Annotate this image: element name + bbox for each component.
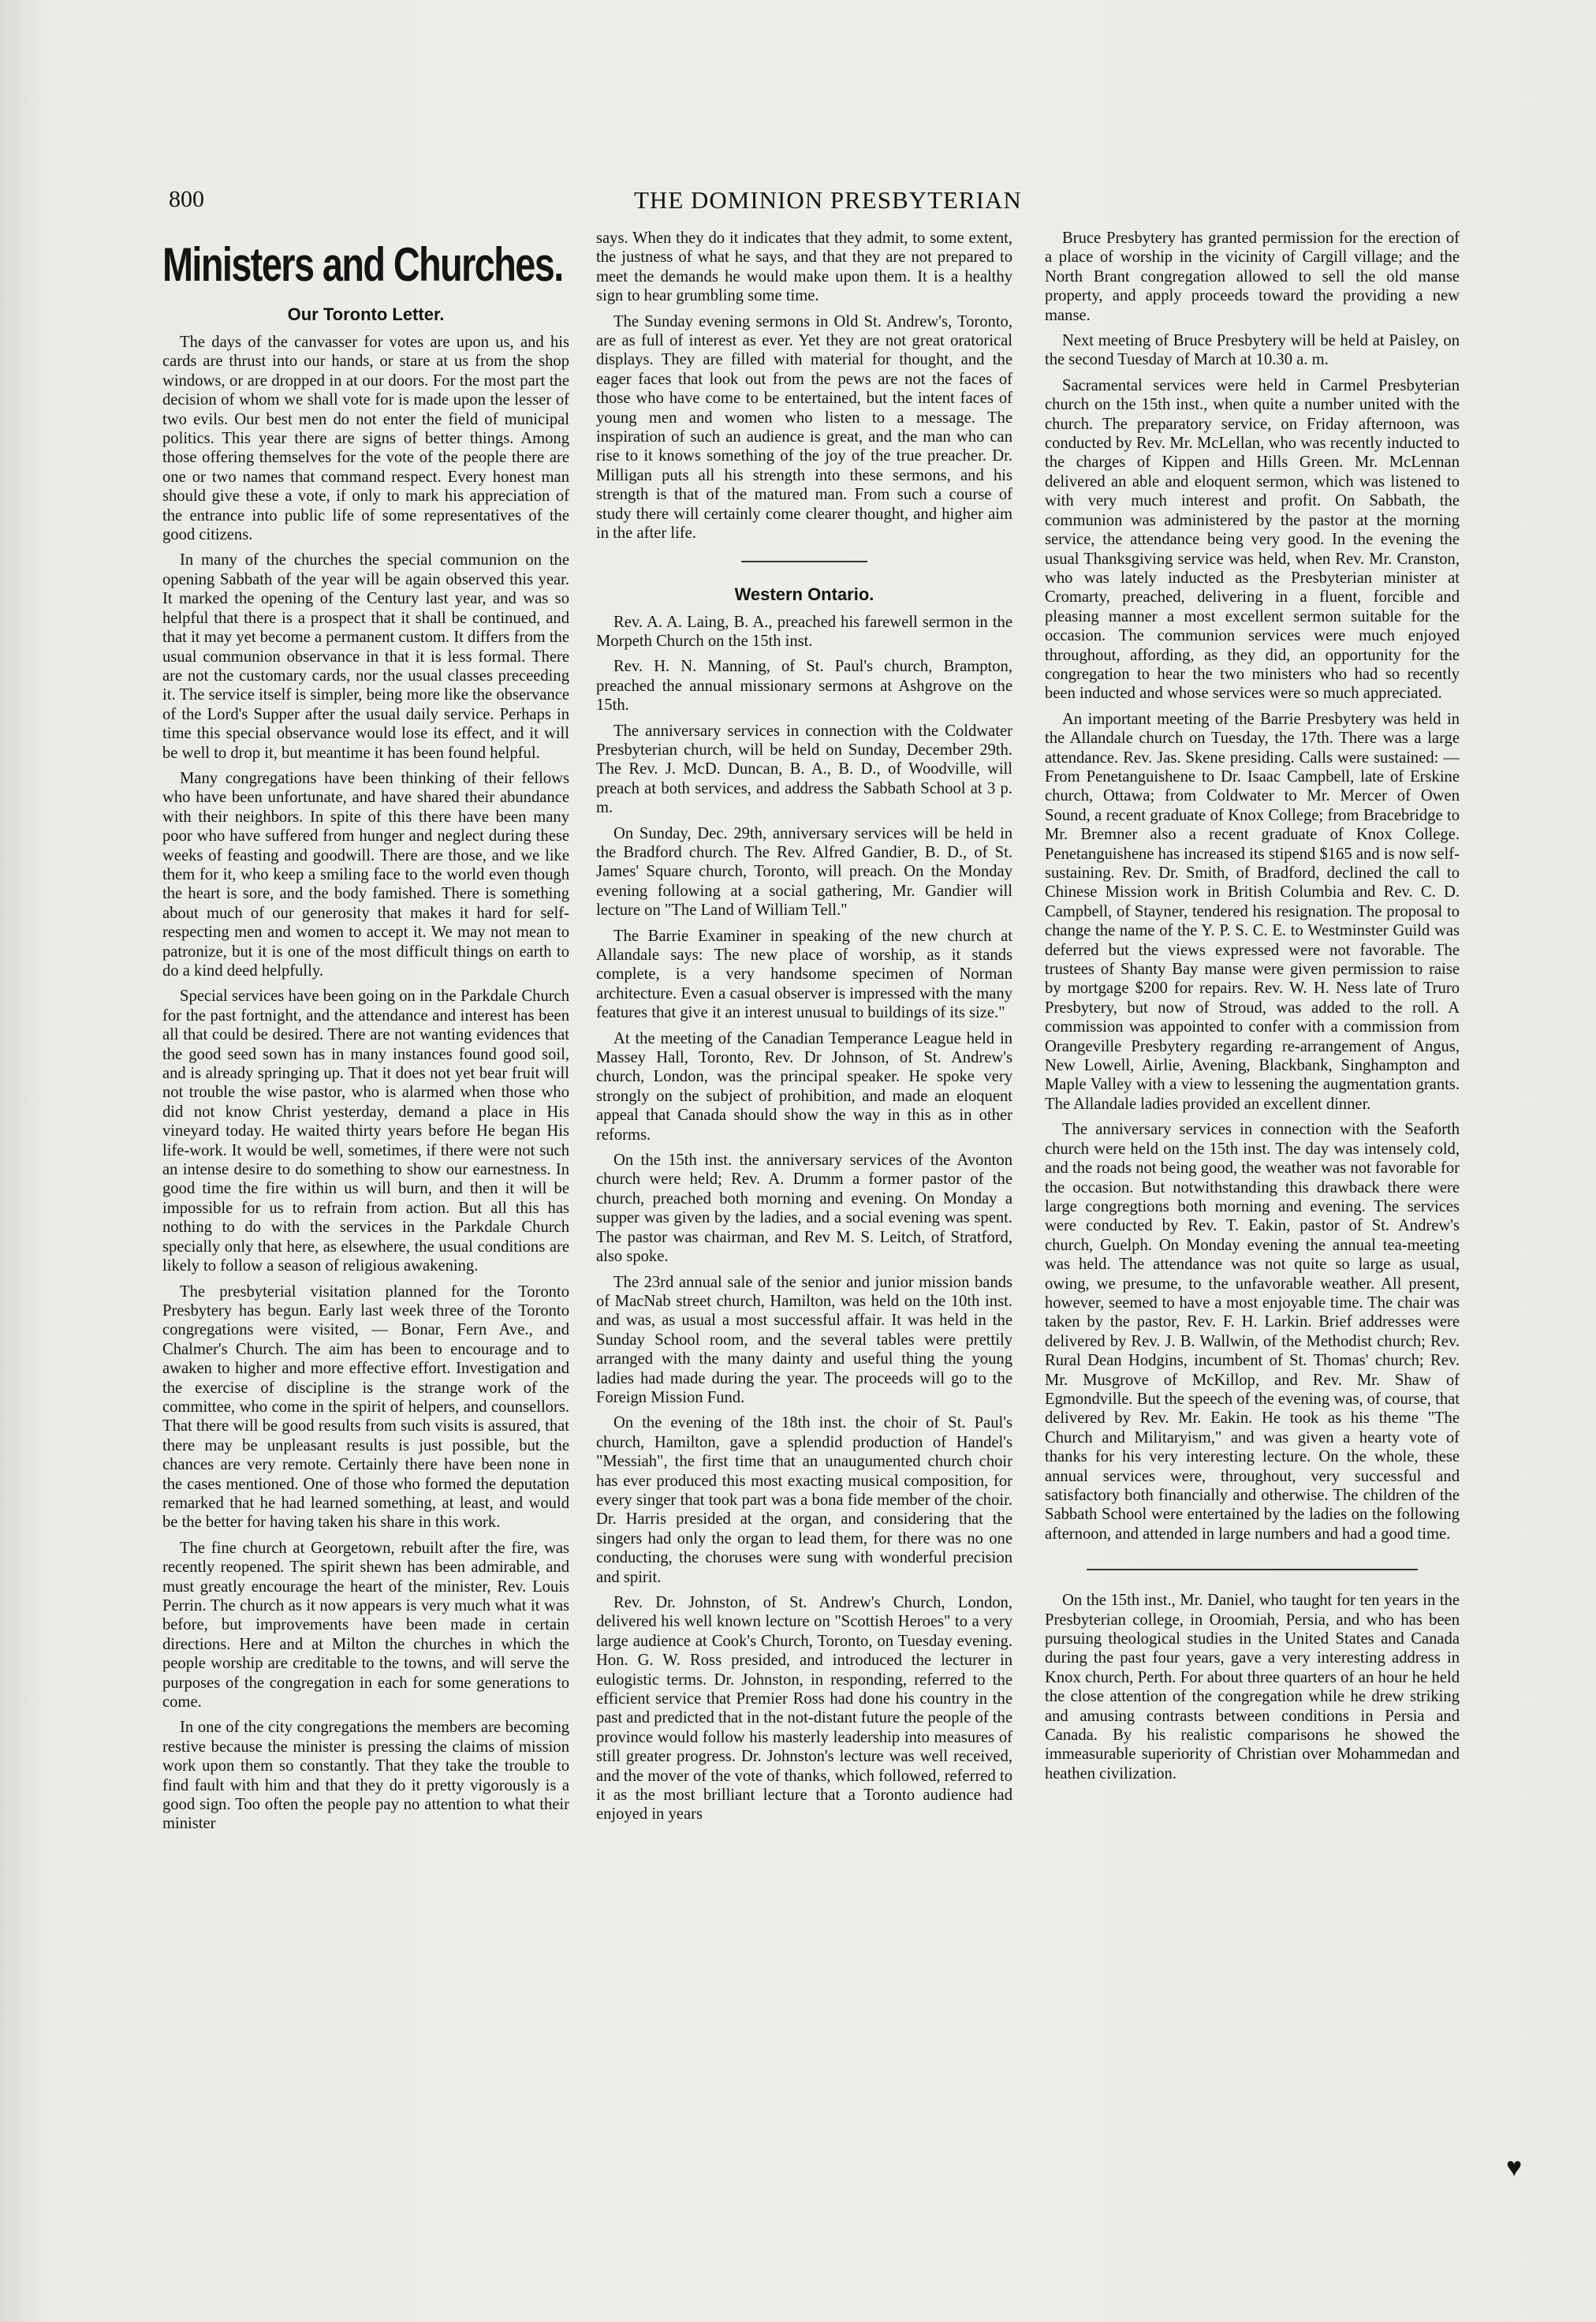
section-masthead: Ministers and Churches.: [162, 238, 563, 291]
news-item: Next meeting of Bruce Presbytery will be held at Paisley, on the second Tuesday of March at 10.30 a. m.: [1045, 332, 1460, 369]
news-item: The 23rd annual sale of the senior and junior mission bands of MacNab street church, Hamilton, was held on the 10th inst. and was, as usual a most successful affair. It was held in the Sunday School room, and the several tables were prettily arranged with the many dainty and useful thing the young ladies had made during the year. The proceeds will go to the Foreign Mission Fund.: [596, 1273, 1012, 1406]
column-2: [596, 229, 1012, 2208]
article-paragraph: In one of the city congregations the members are becoming restive because the minister is pressing the claims of mission work upon them so constantly. That they take the trouble to find fault with him and that they do it pretty vigorously is a good sign. Too often the people pay no attention to what their minister: [162, 1719, 569, 1833]
page-header: [169, 186, 1022, 218]
news-item: The anniversary services in connection with the Seaforth church were held on the 15th inst. The day was intensely cold, and the roads not being good, the weather was not favorable for the occasion. But notwithstanding this drawback there were large congregtions both morning and evening. The services were conducted by Rev. T. Eakin, pastor of St. Andrew's church, Guelph. On Monday evening the annual tea-meeting was held. The attendance was not quite so large as usual, owing, we presume, to the unfavorable weather. All present, however, seemed to have a most enjoyable time. The chair was taken by the pastor, Rev. F. H. Larkin. Brief addresses were delivered by Rev. J. B. Wallwin, of the Methodist church; Rev. Rural Dean Hodgins, incumbent of St. Thomas' church; Rev. Mr. Musgrove of McKillop, and Rev. Mr. Shaw of Egmondville. But the speech of the evening was, of course, that delivered by Rev. Mr. Eakin. He took as his theme "The Church and Militaryism," and was given a hearty vote of thanks for his very interesting lecture. On the whole, these annual services were, throughout, very successful and satisfactory both financially and otherwise. The children of the Sabbath School were entertained by the ladies on the following afternoon, and attended in large numbers and had a good time.: [1045, 1121, 1460, 1543]
news-item: On the 15th inst. the anniversary services of the Avonton church were held; Rev. A. Drumm a former pastor of the church, preached both morning and evening. On Monday a supper was given by the ladies, and a social evening was spent. The pastor was chairman, and Rev M. S. Leitch, of Stratford, also spoke.: [596, 1152, 1012, 1266]
running-title: THE DOMINION PRESBYTERIAN: [634, 186, 1022, 214]
article-paragraph: The Sunday evening sermons in Old St. Andrew's, Toronto, are as full of interest as ever. Yet they are not great oratorical displays. They are filled with material for thought, and the eager faces that look out from the pews are not the faces of those who have come to be entertained, but the intent faces of young men and women who listen to a message. The inspiration of such an audience is great, and the man who can rise to it knows something of the joy of the true preacher. Dr. Milligan puts all his strength into these sermons, and his strength is that of the matured man. From such a course of study there will certainly come clearer thought, and higher aim in the after life.: [596, 312, 1012, 543]
divider-rule: [741, 561, 867, 562]
column-3: [1045, 229, 1460, 2208]
toronto-letter-heading: Our Toronto Letter.: [287, 304, 445, 324]
news-item: The Barrie Examiner in speaking of the new church at Allandale says: The new place of worship, as it stands complete, is a very handsome specimen of Norman architecture. Even a casual observer is impressed with the many features that give it an interest unusual to buildings of its size.": [596, 927, 1012, 1022]
news-item: An important meeting of the Barrie Presbytery was held in the Allandale church on Tuesday, the 17th. There was a large attendance. Rev. Jas. Skene presiding. Calls were sustained: — From Penetanguishene to Dr. Isaac Campbell, late of Erskine church, Ottawa; from Coldwater to Mr. Mercer of Owen Sound, a recent graduate of Knox College; from Bracebridge to Mr. Bremner also a recent graduate of Knox College. Penetanguishene has increased its stipend $165 and is now self-sustaining. Rev. Dr. Smith, of Bradford, declined the call to Chinese Mission work in British Columbia and Rev. C. D. Campbell, of Stayner, tendered his resignation. The proposal to change the name of the Y. P. S. C. E. to Westminster Guild was deferred but the views expressed were not favorable. The trustees of Shanty Bay manse were given permission to raise by mortgage $200 for repairs. Rev. W. H. Ness late of Truro Presbytery, but now of Stroud, was added to the roll. A commission was appointed to confer with a commission from Orangeville Presbytery regarding re-arrangement of Angus, New Lowell, Airlie, Avening, Blackbank, Singhampton and Maple Valley with a view to lessening the augmentation grants. The Allandale ladies provided an excellent dinner.: [1045, 710, 1460, 1113]
news-item: On the 15th inst., Mr. Daniel, who taught for ten years in the Presbyterian college, in Oroomiah, Persia, and who has been pursuing theological studies in the United States and Canada during the past four years, gave a very interesting address in Knox church, Perth. For about three quarters of an hour he held the close attention of the congregation while he drew striking and amusing contrasts between conditions in Persia and Canada. By his realistic comparisons he showed the immeasurable superiority of Christian over Mohammedan and heathen civilization.: [1045, 1592, 1460, 1783]
column-1: [162, 229, 569, 2208]
news-item: At the meeting of the Canadian Temperance League held in Massey Hall, Toronto, Rev. Dr Johnson, of St. Andrew's church, London, was the principal speaker. He spoke very strongly on the subject of prohibition, and made an eloquent appeal that Canada should show the way in this as in other reforms.: [596, 1029, 1012, 1144]
article-paragraph: The fine church at Georgetown, rebuilt after the fire, was recently reopened. The spirit shewn has been admirable, and must greatly encourage the heart of the minister, Rev. Louis Perrin. The church as it now appears is very much what it was before, but improvements have been made in certain directions. Here and at Milton the churches in which the people worship are creditable to the towns, and will serve the purposes of the congregation in each for some generations to come.: [162, 1539, 569, 1712]
article-paragraph: says. When they do it indicates that they admit, to some extent, the justness of what he says, and that they are not prepared to meet the demands he would make upon them. It is a healthy sign to hear grumbling some time.: [596, 230, 1012, 305]
article-paragraph: Many congregations have been thinking of their fellows who have been unfortunate, and have shared their abundance with their neighbors. In spite of this there have been many poor who have suffered from hunger and neglect during these weeks of feasting and goodwill. There are those, and we like them for it, who keep a smiling face to the world even though the heart is sore, and the body famished. There is something about much of our generosity that makes it hard for self-respecting men and women to accept it. We may not mean to patronize, but it is one of the most difficult things on earth to do a kind deed helpfully.: [162, 769, 569, 980]
news-item: On the evening of the 18th inst. the choir of St. Paul's church, Hamilton, gave a splendid production of Handel's "Messiah", the first time that an unaugumented church choir has ever produced this most exacting musical composition, for every singer that took part was a bona fide member of the choir. Dr. Harris presided at the organ, and considering that the singers had only the organ to lead them, for there was no one conducting, the choruses were sung with wonderful precision and spirit.: [596, 1414, 1012, 1586]
news-item: Sacramental services were held in Carmel Presbyterian church on the 15th inst., when quite a number united with the church. The preparatory service, on Friday afternoon, was conducted by Rev. Mr. McLellan, who was recently inducted to the charges of Kippen and Hills Green. Mr. McLennan delivered an able and eloquent sermon, which was listened to with very much interest and profit. On Sabbath, the communion was administered by the pastor at the morning service, the attendance being very good. In the evening the usual Thanksgiving service was held, when Rev. Mr. Cranston, who was lately inducted as the Presbyterian minister at Cromarty, preached, delivering in a fluent, forcible and pleasing manner a most excellent sermon suitable for the occasion. The communion services were much enjoyed throughout, affording, as they did, an opportunity for the congregation to hear the two ministers who had so recently been inducted and whose services were so much appreciated.: [1045, 376, 1460, 703]
news-item: Rev. H. N. Manning, of St. Paul's church, Brampton, preached the annual missionary sermons at Ashgrove on the 15th.: [596, 658, 1012, 715]
news-item: On Sunday, Dec. 29th, anniversary services will be held in the Bradford church. The Rev. Alfred Gandier, B. D., of St. James' Square church, Toronto, will preach. On the Monday evening following at a social gathering, Mr. Gandier will lecture on "The Land of William Tell.": [596, 824, 1012, 920]
news-item: Bruce Presbytery has granted permission for the erection of a place of worship in the vicinity of Cargill village; and the North Brant congregation allowed to sell the old manse property, and apply proceeds toward the providing a new manse.: [1045, 230, 1460, 324]
page-number: 800: [169, 186, 204, 212]
news-item: Rev. Dr. Johnston, of St. Andrew's Church, London, delivered his well known lecture on "Scottish Heroes" to a very large audience at Cook's Church, Toronto, on Tuesday evening. Hon. G. W. Ross presided, and introduced the lecturer in eulogistic terms. Dr. Johnston, in responding, referred to the efficient service that Premier Ross had done his country in the past and predicted that in the not-distant future the people of the province would follow his masterly leadership into measures of still greater progress. Dr. Johnston's lecture was well received, and the mover of the vote of thanks, which followed, referred to it as the most brilliant lecture that a Toronto audience had enjoyed in years: [596, 1594, 1012, 1824]
margin-mark: ♥: [1506, 2153, 1523, 2182]
article-paragraph: In many of the churches the special communion on the opening Sabbath of the year will be again observed this year. It marked the opening of the Century last year, and was so helpful that there is a prospect that it shall be continued, and that it may yet become a permanent custom. It differs from the usual communion observance in that it is less formal. There are not the customary cards, nor the usual classes preceeding it. The service itself is simpler, being more like the observance of the Lord's Supper after the usual daily service. Perhaps in time this special observance would lose its effect, and it will be well to drop it, but meantime it has been found helpful.: [162, 551, 569, 762]
divider-rule: [1087, 1569, 1418, 1570]
article-paragraph: Special services have been going on in the Parkdale Church for the past fortnight, and the attendance and interest has been all that could be desired. There are not wanting evidences that the good seed sown has in many instances found good soil, and is already springing up. That it does not yet bear fruit will not trouble the wise pastor, who is alarmed when those who did not know Christ yesterday, demand a place in His vineyard today. He waited thirty years before He began His life-work. It would be well, sometimes, if there were not such an intense desire to do something to show our earnestness. In good time the fire within us will burn, and then it will be impossible for us to refrain from action. But all this has nothing to do with the services in the Parkdale Church specially only that here, as elsewhere, the usual conditions are likely to follow a season of religious awakening.: [162, 987, 569, 1275]
article-paragraph: The presbyterial visitation planned for the Toronto Presbytery has begun. Early last week three of the Toronto congregations were visited, — Bonar, Fern Ave., and Chalmer's Church. The aim has been to encourage and to awaken to higher and more effective effort. Investigation and the exercise of discipline is the strange work of the committee, who come in the spirit of helpers, and counsellors. That there will be good results from such visits is assured, that there may be unpleasant results is just possible, but the chances are very remote. Certainly there have been none in the cases mentioned. One of those who formed the deputation remarked that he had learned something, at least, and would be the better for having taken his share in this work.: [162, 1282, 569, 1532]
article-paragraph: The days of the canvasser for votes are upon us, and his cards are thrust into our hands, or stare at us from the shop windows, or are dropped in at our doors. For the most part the decision of whom we shall vote for is made upon the lesser of two evils. Our best men do not enter the field of municipal politics. This year there are signs of better things. Among those offering themselves for the vote of the people there are one or two names that command respect. Every honest man should give these a vote, if only to mark his appreciation of the entrance into public life of some representatives of the good citizens.: [162, 334, 569, 544]
news-item: Rev. A. A. Laing, B. A., preached his farewell sermon in the Morpeth Church on the 15th inst.: [596, 613, 1012, 650]
news-item: The anniversary services in connection with the Coldwater Presbyterian church, will be held on Sunday, December 29th. The Rev. J. McD. Duncan, B. A., B. D., of Woodville, will preach at both services, and address the Sabbath School at 3 p. m.: [596, 722, 1012, 817]
western-ontario-heading: Western Ontario.: [734, 584, 874, 604]
